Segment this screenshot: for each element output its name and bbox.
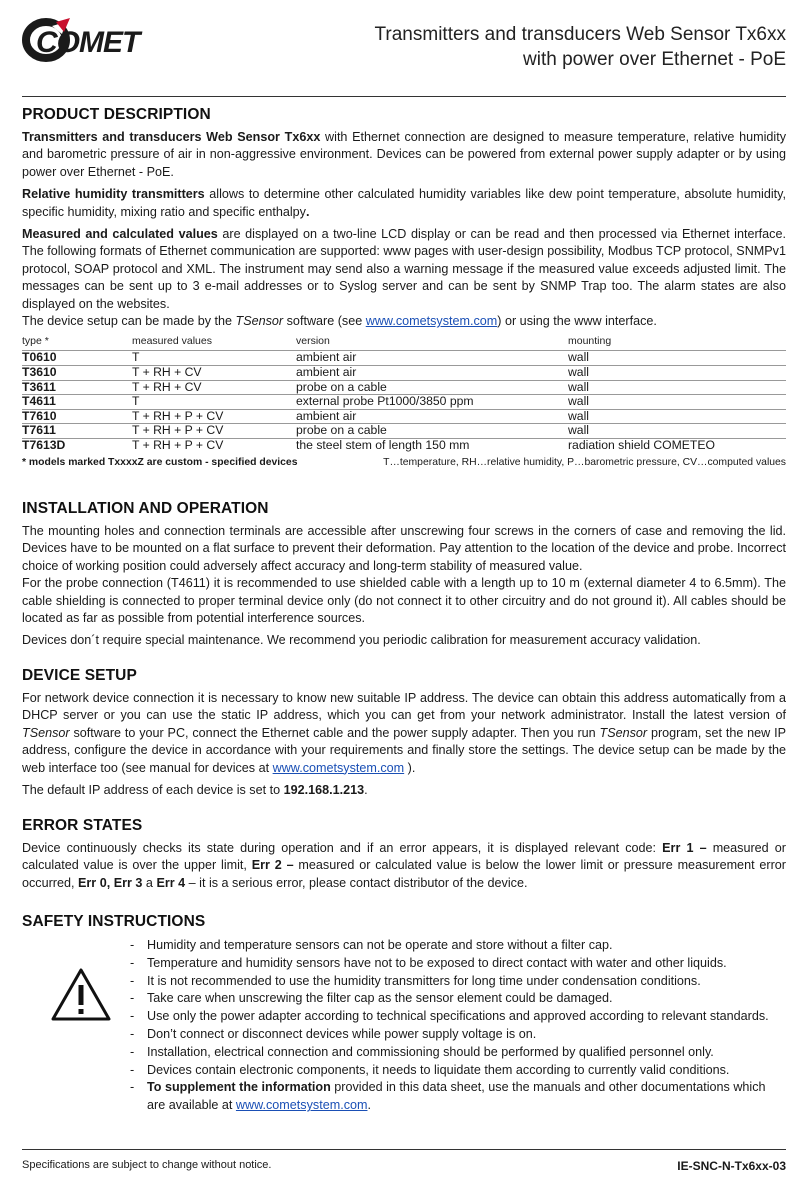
column-header: mounting	[568, 335, 612, 348]
website-link[interactable]: www.cometsystem.com	[365, 314, 498, 329]
list-item: - Take care when unscrewing the filter cap as the sensor element could be damaged.	[130, 990, 786, 1008]
list-item: - Installation, electrical connection and commissioning should be performed by qualified personnel only.	[130, 1044, 786, 1062]
paragraph: Devices don´t require special maintenance. We recommend you periodic calibration for measurement accuracy validation.	[22, 633, 701, 648]
safety-list	[130, 937, 786, 1115]
list-item: - Temperature and humidity sensors have not to be exposed to direct contact with water and other liquids.	[130, 955, 786, 973]
disclaimer: Specifications are subject to change without notice.	[22, 1159, 272, 1171]
paragraph: For the probe connection (T4611) it is recommended to use shielded cable with a length up to 10 m (external diameter 4 to 6.5mm). The cable shielding is connected to proper terminal device only (do not connect it to other circuitry and do not ground it). All cables should be located as far as possible from potential interference sources.	[22, 576, 786, 626]
table-row: T7613D T + RH + P + CV the steel stem of length 150 mm radiation shield COMETEO	[22, 439, 786, 453]
page	[22, 0, 787, 1173]
page-footer	[22, 1149, 786, 1173]
list-item: - Don’t connect or disconnect devices while power supply voltage is on.	[130, 1026, 786, 1044]
table-header-row	[22, 334, 786, 351]
list-item: - To supplement the information provided in this data sheet, use the manuals and other documentations which are available at www.cometsystem.com.	[130, 1079, 786, 1115]
section-heading: PRODUCT DESCRIPTION	[22, 106, 211, 123]
list-item: - It is not recommended to use the humidity transmitters for long time under condensation conditions.	[130, 973, 786, 991]
section-heading: DEVICE SETUP	[22, 667, 137, 684]
section-heading: INSTALLATION AND OPERATION	[22, 500, 269, 517]
table-row: T3610 T + RH + CV ambient air wall	[22, 366, 786, 381]
abbreviations-legend: T…temperature, RH…relative humidity, P…barometric pressure, CV…computed values	[383, 456, 786, 468]
section-heading: ERROR STATES	[22, 817, 143, 834]
column-header: measured values	[132, 335, 212, 348]
logo-text: COMET	[36, 26, 140, 59]
section-installation	[22, 500, 786, 650]
table-row: T4611 T external probe Pt1000/3850 ppm wall	[22, 395, 786, 410]
model-table	[22, 334, 786, 452]
comet-logo	[22, 16, 172, 62]
custom-models-note: * models marked TxxxxZ are custom - specified devices	[22, 456, 298, 468]
document-title	[375, 22, 786, 72]
list-item: - Humidity and temperature sensors can not be operate and store without a filter cap.	[130, 937, 786, 955]
paragraph: For network device connection it is necessary to know new suitable IP address. The device can obtain this address automatically from a DHCP server or you can use the static IP address, which you can get from your network administrator. Install the latest version of TSensor software to your PC, connect the Ethernet cable and the power supply adapter. Then you run TSensor program, set the new IP address, configure the device in accordance with your requirements and finally store the settings. The device setup can be made by the web interface too (see manual for devices at www.cometsystem.com ).	[22, 691, 786, 775]
paragraph: The device setup can be made by the TSensor software (see www.cometsystem.com) or using the www interface.	[22, 314, 657, 329]
paragraph: Measured and calculated values are displayed on a two-line LCD display or can be read and then processed via Ethernet interface. The following formats of Ethernet communication are supported: www pages with user-design possibility, Modbus TCP protocol, SNMPv1 protocol, SOAP protocol and XML. The instrument may send also a warning message if the measured value exceeds adjusted limit. The messages can be sent up to 3 e-mail addresses or to Syslog server and can be sent by SNMP Trap too. The alarm states are also displayed on the websites.	[22, 227, 786, 311]
section-heading: SAFETY INSTRUCTIONS	[22, 913, 206, 930]
warning-triangle-icon	[50, 967, 112, 1023]
table-row: T0610 T ambient air wall	[22, 351, 786, 366]
website-link[interactable]: www.cometsystem.com	[272, 760, 405, 775]
paragraph: Device continuously checks its state during operation and if an error appears, it is displayed relevant code: Err 1 – measured or calculated value is over the upper limit, Err 2 – measured or calculated value is below the lower limit or pressure measurement error occurred, Err 0, Err 3 a Err 4 – it is a serious error, please contact distributor of the device.	[22, 841, 786, 890]
paragraph: Transmitters and transducers Web Sensor Tx6xx with Ethernet connection are designed to measure temperature, relative humidity and barometric pressure of air in non-aggressive environment. Devices can be powered from external power supply adapter or by using power over Ethernet - PoE.	[22, 130, 786, 179]
paragraph: The default IP address of each device is set to 192.168.1.213.	[22, 783, 368, 798]
table-notes	[22, 457, 786, 468]
title-line-1: Transmitters and transducers Web Sensor Tx6xx	[374, 24, 786, 45]
document-code: IE-SNC-N-Tx6xx-03	[677, 1159, 786, 1173]
default-ip-address: 192.168.1.213	[283, 783, 365, 798]
paragraph: Relative humidity transmitters allows to determine other calculated humidity variables like dew point temperature, absolute humidity, specific humidity, mixing ratio and specific enthalpy.	[22, 187, 787, 219]
section-device-setup	[22, 667, 786, 799]
website-link[interactable]: www.cometsystem.com	[235, 1098, 368, 1113]
list-item: - Devices contain electronic components, it needs to liquidate them according to currently valid conditions.	[130, 1062, 786, 1080]
paragraph: The mounting holes and connection terminals are accessible after unscrewing four screws in the corners of case and removing the lid. Devices have to be mounted on a flat surface to prevent their deformation. Pay attention to the location of the device and probe. Incorrect choice of working position could adversely affect accuracy and long-term stability of measured value.	[22, 524, 786, 573]
section-product-description	[22, 106, 786, 468]
table-row: T7610 T + RH + P + CV ambient air wall	[22, 409, 786, 424]
column-header: type *	[22, 335, 49, 348]
page-header	[22, 0, 786, 97]
list-item: - Use only the power adapter according to technical specifications and approved according to relevant standards.	[130, 1008, 786, 1026]
table-row: T7611 T + RH + P + CV probe on a cable wall	[22, 424, 786, 439]
section-error-states	[22, 817, 786, 892]
section-safety	[22, 913, 786, 1123]
column-header: version	[296, 335, 330, 348]
table-row: T3611 T + RH + CV probe on a cable wall	[22, 380, 786, 395]
title-line-2: with power over Ethernet - PoE	[523, 49, 786, 70]
